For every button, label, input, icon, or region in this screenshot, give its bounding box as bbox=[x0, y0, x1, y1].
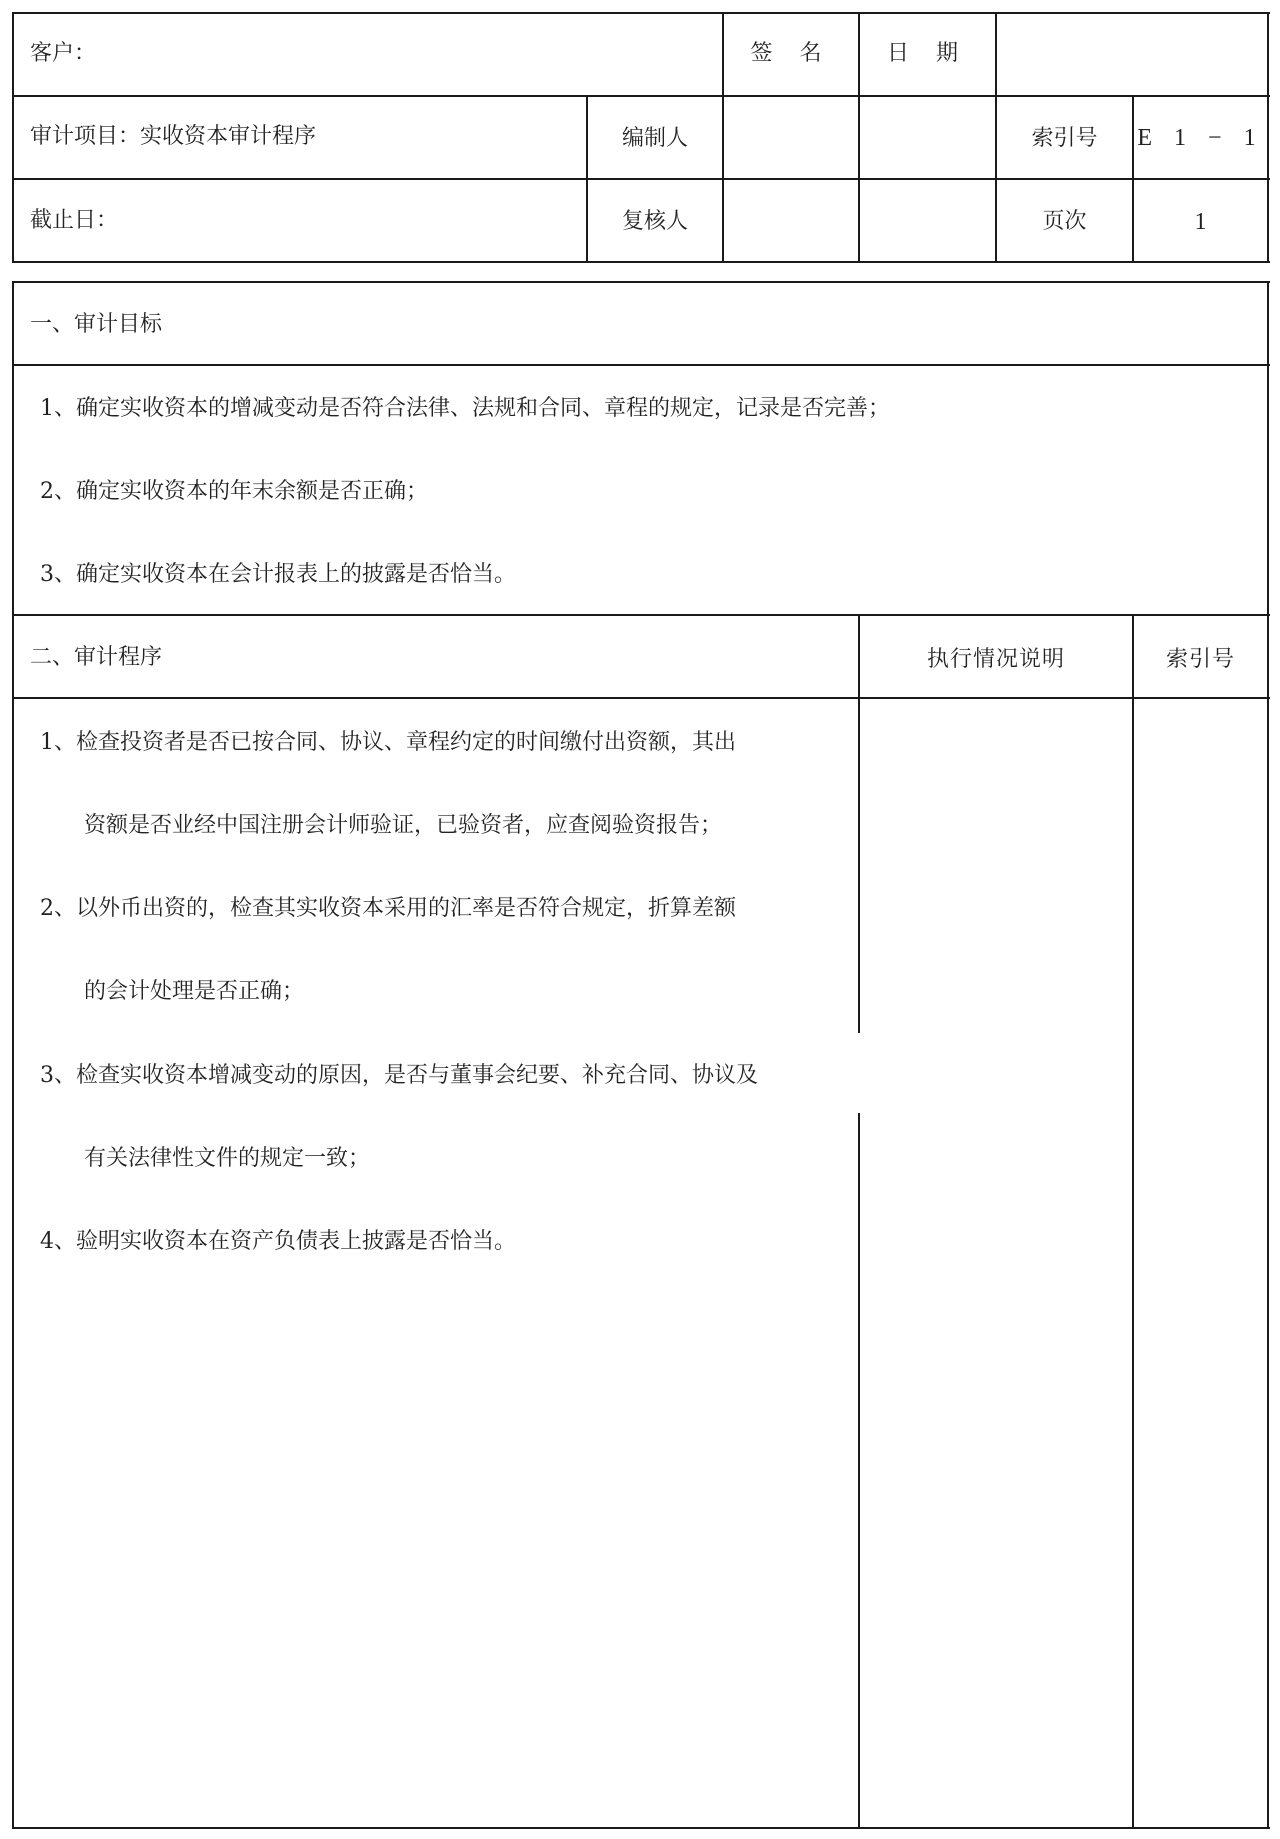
preparer-label: 编制人 bbox=[621, 126, 688, 151]
procedure-item: 4、验明实收资本在资产负债表上披露是否恰当。 bbox=[40, 1229, 516, 1254]
procedures-title: 二、审计程序 bbox=[30, 645, 163, 670]
index-value: E 1 − 1 bbox=[1137, 125, 1264, 151]
main-border-bottom bbox=[12, 1827, 1270, 1829]
header-col-divider bbox=[586, 95, 588, 263]
page-label: 页次 bbox=[1042, 209, 1087, 234]
reviewer-date-field[interactable] bbox=[860, 180, 995, 261]
header-blank-cell[interactable] bbox=[997, 14, 1267, 95]
procedure-item-continuation: 有关法律性文件的规定一致； bbox=[84, 1146, 371, 1171]
procedure-item: 2、以外币出资的，检查其实收资本采用的汇率是否符合规定，折算差额 bbox=[40, 896, 736, 921]
procedure-index-header: 索引号 bbox=[1165, 647, 1235, 672]
client-label: 客户： bbox=[30, 41, 97, 66]
procedure-index-field[interactable] bbox=[1134, 699, 1267, 1827]
procedure-item-continuation: 资额是否业经中国注册会计师验证，已验资者，应查阅验资报告； bbox=[84, 813, 723, 838]
objectives-title-divider bbox=[12, 364, 1270, 366]
header-row-divider bbox=[12, 95, 1270, 97]
index-label: 索引号 bbox=[1031, 126, 1098, 151]
header-border-left bbox=[12, 12, 14, 263]
main-border-left bbox=[12, 281, 14, 1829]
header-border-right bbox=[1267, 12, 1269, 263]
objectives-title: 一、审计目标 bbox=[30, 312, 163, 337]
procedure-item-continuation: 的会计处理是否正确； bbox=[84, 979, 305, 1004]
signature-label: 签 名 bbox=[750, 41, 832, 66]
reviewer-signature-field[interactable] bbox=[724, 180, 858, 261]
objective-item: 2、确定实收资本的年末余额是否正确； bbox=[40, 479, 428, 504]
header-row-divider bbox=[12, 178, 1270, 180]
page-value: 1 bbox=[1194, 209, 1207, 235]
objective-item: 3、确定实收资本在会计报表上的披露是否恰当。 bbox=[40, 562, 516, 587]
preparer-date-field[interactable] bbox=[860, 97, 995, 178]
execution-notes-field[interactable] bbox=[860, 699, 1132, 1827]
header-border-bottom bbox=[12, 261, 1270, 263]
procedure-item: 1、检查投资者是否已按合同、协议、章程约定的时间缴付出资额，其出 bbox=[40, 730, 736, 755]
objective-item: 1、确定实收资本的增减变动是否符合法律、法规和合同、章程的规定，记录是否完善； bbox=[40, 396, 890, 421]
main-border-right bbox=[1267, 281, 1269, 1829]
execution-notes-header: 执行情况说明 bbox=[926, 647, 1065, 672]
date-label: 日 期 bbox=[887, 41, 968, 66]
reviewer-label: 复核人 bbox=[621, 209, 688, 234]
header-col-divider bbox=[1132, 95, 1134, 263]
main-border-top bbox=[12, 281, 1270, 283]
cutoff-date-label: 截止日： bbox=[30, 208, 119, 233]
audit-item-label: 审计项目：实收资本审计程序 bbox=[30, 124, 317, 149]
procedure-item: 3、检查实收资本增减变动的原因，是否与董事会纪要、补充合同、协议及 bbox=[40, 1063, 758, 1088]
preparer-signature-field[interactable] bbox=[724, 97, 858, 178]
section-divider bbox=[12, 614, 1270, 616]
